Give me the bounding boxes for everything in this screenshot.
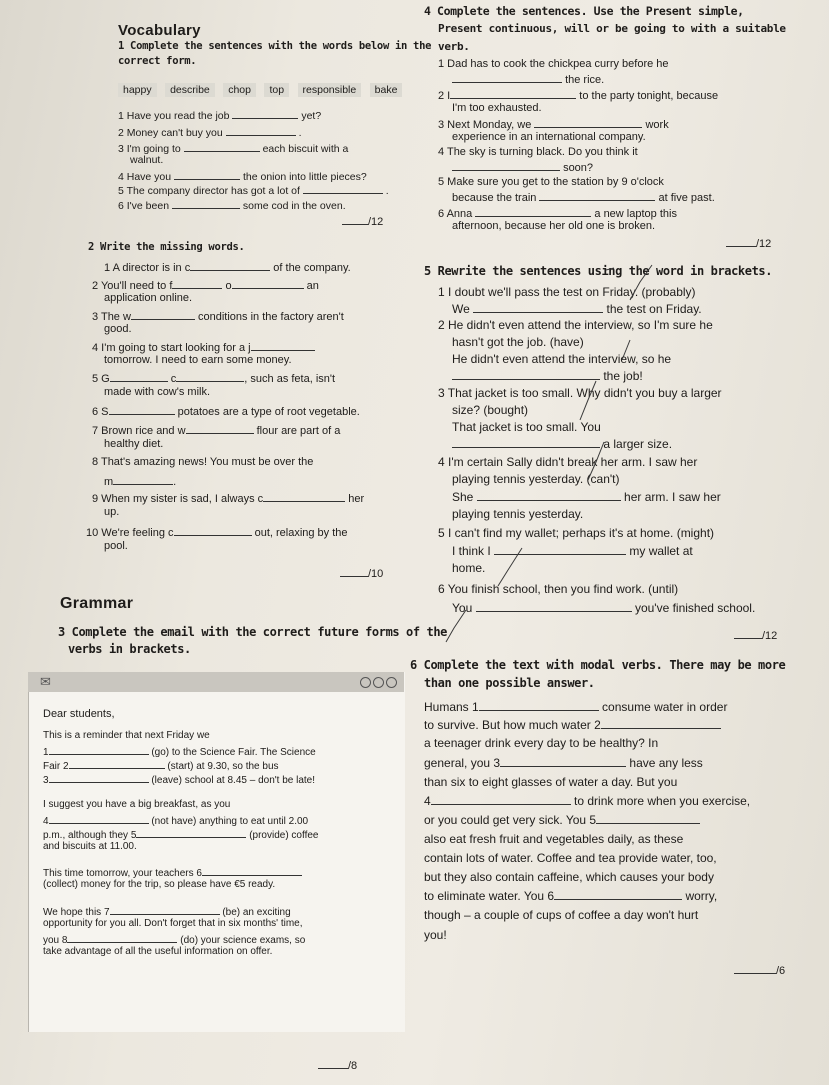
ex6-line: contain lots of water. Coffee and tea provide water, too, bbox=[424, 851, 717, 865]
email-line: take advantage of all the useful information on offer. bbox=[43, 946, 273, 957]
ex5-item: playing tennis yesterday. bbox=[452, 507, 584, 521]
email-greeting: Dear students, bbox=[43, 708, 115, 720]
ex2-item-cont: healthy diet. bbox=[104, 438, 164, 450]
ex5-item: 5 I can't find my wallet; perhaps it's at home. (might) bbox=[438, 526, 715, 540]
item-text: the onion into little pieces? bbox=[242, 171, 367, 183]
item-text: (go) to the Science Fair. The Science bbox=[151, 747, 316, 758]
item-text: each biscuit with a bbox=[262, 143, 349, 155]
word-chip: responsible bbox=[298, 83, 362, 97]
item-text: 3 I'm going to bbox=[118, 143, 181, 155]
item-text: a larger size. bbox=[603, 437, 673, 451]
item-text: 4 bbox=[424, 794, 431, 808]
item-text: to the party tonight, because bbox=[579, 90, 719, 102]
ex5-item: hasn't got the job. (have) bbox=[452, 335, 584, 349]
grammar-heading: Grammar bbox=[60, 595, 134, 612]
item-text: c bbox=[170, 373, 177, 385]
ex2-item-cont: made with cow's milk. bbox=[104, 386, 211, 398]
item-text: 4 I'm going to start looking for a j bbox=[92, 342, 251, 354]
item-text: worry, bbox=[685, 889, 718, 903]
item-text: at five past. bbox=[658, 192, 715, 204]
word-chip: happy bbox=[118, 83, 157, 97]
item-text: You bbox=[452, 601, 473, 615]
item-text: (start) at 9.30, so the bus bbox=[167, 761, 279, 772]
word-chip: chop bbox=[223, 83, 256, 97]
score-label: /6 bbox=[776, 965, 786, 977]
item-text: consume water in order bbox=[602, 700, 728, 714]
item-text: to drink more when you exercise, bbox=[574, 794, 751, 808]
score-label: /10 bbox=[368, 568, 384, 580]
gap-number: p.m., although they 5 bbox=[43, 830, 137, 841]
item-text: o bbox=[225, 280, 232, 292]
gap-number: This time tomorrow, your teachers 6 bbox=[43, 868, 202, 879]
item-text: 6 S bbox=[92, 406, 109, 418]
ex5-item: 4 I'm certain Sally didn't break her arm. I saw her bbox=[438, 455, 698, 469]
item-text: (provide) coffee bbox=[249, 830, 319, 841]
score-label: /8 bbox=[348, 1060, 358, 1072]
word-chip: describe bbox=[165, 83, 215, 97]
pencil-mark bbox=[606, 268, 614, 270]
envelope-icon: ✉ bbox=[40, 674, 51, 689]
ex5-item: That jacket is too small. You bbox=[452, 420, 601, 434]
pencil-mark bbox=[498, 548, 522, 586]
item-text: 5 G bbox=[92, 373, 110, 385]
item-text: 2 I bbox=[438, 90, 451, 102]
item-text: conditions in the factory aren't bbox=[198, 311, 344, 323]
item-text: flour are part of a bbox=[256, 425, 341, 437]
ex1-item-cont: walnut. bbox=[130, 154, 164, 166]
item-text: She bbox=[452, 490, 474, 504]
ex2-item-cont: tomorrow. I need to earn some money. bbox=[104, 354, 292, 366]
item-text: 3 The w bbox=[92, 311, 131, 323]
item-text: have any less bbox=[629, 756, 703, 770]
ex2-instruction: 2 Write the missing words. bbox=[88, 241, 245, 253]
ex3-instruction-cont: verbs in brackets. bbox=[68, 642, 191, 656]
ex2-item: 8 That's amazing news! You must be over the bbox=[92, 456, 314, 468]
ex6-instruction-cont: than one possible answer. bbox=[424, 676, 595, 690]
item-text: 4 Have you bbox=[118, 171, 172, 183]
gap-number: We hope this 7 bbox=[43, 907, 110, 918]
email-line: opportunity for you all. Don't forget that in six months' time, bbox=[43, 918, 303, 929]
item-text: (not have) anything to eat until 2.00 bbox=[151, 816, 309, 827]
item-text: you've finished school. bbox=[634, 601, 756, 615]
item-text: 5 The company director has got a lot of bbox=[118, 185, 300, 197]
item-text: 3 Next Monday, we bbox=[438, 119, 532, 131]
item-text: 9 When my sister is sad, I always c bbox=[92, 493, 264, 505]
item-text: or you could get very sick. You 5 bbox=[424, 813, 597, 827]
ex4-item: experience in an international company. bbox=[452, 131, 646, 143]
item-text: some cod in the oven. bbox=[242, 200, 346, 212]
gap-number: 1 bbox=[43, 747, 49, 758]
item-text: (leave) school at 8.45 – don't be late! bbox=[151, 775, 316, 786]
item-text: her bbox=[348, 493, 365, 505]
ex4-item: 1 Dad has to cook the chickpea curry before he bbox=[438, 58, 669, 70]
email-line: I suggest you have a big breakfast, as you bbox=[43, 799, 231, 810]
ex5-item: playing tennis yesterday. (can't) bbox=[452, 472, 620, 486]
pencil-mark bbox=[588, 442, 604, 480]
item-text: We bbox=[452, 302, 470, 316]
ex5-item: home. bbox=[452, 561, 486, 575]
item-text: 2 You'll need to f bbox=[92, 280, 173, 292]
item-text: to survive. But how much water 2 bbox=[424, 718, 601, 732]
item-text: 6 Anna bbox=[438, 208, 473, 220]
item-text: . bbox=[385, 185, 389, 197]
item-text: , such as feta, isn't bbox=[244, 373, 336, 385]
score-label: /12 bbox=[762, 630, 778, 642]
item-text: . bbox=[173, 476, 177, 488]
ex6-line: than six to eight glasses of water a day. But you bbox=[424, 775, 678, 789]
item-text: . bbox=[298, 127, 302, 139]
item-text: a new laptop this bbox=[594, 208, 677, 220]
item-text: 6 I've been bbox=[118, 200, 170, 212]
ex2-item-cont: good. bbox=[104, 323, 132, 335]
item-text: of the company. bbox=[273, 262, 351, 274]
ex6-line: you! bbox=[424, 928, 447, 942]
ex5-item: He didn't even attend the interview, so he bbox=[452, 352, 672, 366]
pencil-mark bbox=[580, 381, 596, 420]
email-line: and biscuits at 11.00. bbox=[43, 841, 137, 852]
item-text: 1 A director is in c bbox=[104, 262, 191, 274]
item-text: out, relaxing by the bbox=[254, 527, 348, 539]
ex2-item-cont: up. bbox=[104, 506, 120, 518]
ex3-instruction: 3 Complete the email with the correct future forms of the bbox=[58, 625, 448, 639]
item-text: to eliminate water. You 6 bbox=[424, 889, 555, 903]
ex4-item: 5 Make sure you get to the station by 9 o'clock bbox=[438, 176, 664, 188]
gap-number: 4 bbox=[43, 816, 49, 827]
ex4-instruction-cont: Present continuous, will or be going to with a suitable bbox=[438, 22, 786, 35]
word-chip: bake bbox=[370, 83, 403, 97]
ex5-item: 1 I doubt we'll pass the test on Friday. (probably) bbox=[438, 285, 696, 299]
ex5-item: 6 You finish school, then you find work. (until) bbox=[438, 582, 679, 596]
ex5-instruction: 5 Rewrite the sentences using the word in brackets. bbox=[424, 264, 773, 278]
ex6-line: but they also contain caffeine, which causes your body bbox=[424, 870, 714, 884]
item-text: her arm. I saw her bbox=[624, 490, 721, 504]
pencil-mark bbox=[630, 265, 652, 300]
item-text: the rice. bbox=[565, 74, 605, 86]
gap-number: you 8 bbox=[43, 935, 68, 946]
ex6-line: also eat fresh fruit and vegetables daily, as these bbox=[424, 832, 684, 846]
ex4-instruction-cont: verb. bbox=[438, 40, 470, 53]
item-text: general, you 3 bbox=[424, 756, 501, 770]
item-text: because the train bbox=[452, 192, 537, 204]
gap-number: 3 bbox=[43, 775, 49, 786]
ex5-item: 2 He didn't even attend the interview, so I'm sure he bbox=[438, 318, 713, 332]
pencil-mark bbox=[622, 340, 630, 360]
score-label: /12 bbox=[368, 216, 384, 228]
item-text: potatoes are a type of root vegetable. bbox=[177, 406, 360, 418]
score-label: /12 bbox=[756, 238, 772, 250]
ex1-instruction-cont: correct form. bbox=[118, 55, 197, 67]
item-text: the job! bbox=[603, 369, 643, 383]
ex6-line: a teenager drink every day to be healthy? In bbox=[424, 736, 659, 750]
item-text: (be) an exciting bbox=[222, 907, 291, 918]
item-text: the test on Friday. bbox=[606, 302, 702, 316]
item-text: Humans 1 bbox=[424, 700, 479, 714]
ex4-item: I'm too exhausted. bbox=[452, 102, 542, 114]
item-text: yet? bbox=[301, 110, 322, 122]
vocabulary-heading: Vocabulary bbox=[118, 22, 201, 39]
ex6-line: though – a couple of cups of coffee a day won't hurt bbox=[424, 908, 699, 922]
ex4-item: afternoon, because her old one is broken. bbox=[452, 220, 656, 232]
ex1-instruction: 1 Complete the sentences with the words below in the bbox=[118, 40, 432, 52]
gap-number: Fair 2 bbox=[43, 761, 69, 772]
item-text: 10 We're feeling c bbox=[86, 527, 174, 539]
item-text: m bbox=[104, 476, 114, 488]
item-text: 7 Brown rice and w bbox=[92, 425, 186, 437]
ex5-item: size? (bought) bbox=[452, 403, 529, 417]
item-text: an bbox=[306, 280, 319, 292]
ex5-item: 3 That jacket is too small. Why didn't you buy a larger bbox=[438, 386, 722, 400]
word-chip: top bbox=[264, 83, 289, 97]
ex6-instruction: 6 Complete the text with modal verbs. There may be more bbox=[410, 658, 786, 672]
item-text: work bbox=[645, 119, 669, 131]
item-text: (do) your science exams, so bbox=[180, 935, 306, 946]
item-text: my wallet at bbox=[629, 544, 693, 558]
email-line: This is a reminder that next Friday we bbox=[43, 730, 210, 741]
item-text: soon? bbox=[563, 162, 594, 174]
ex4-instruction: 4 Complete the sentences. Use the Present simple, bbox=[424, 4, 744, 18]
ex2-item-cont: application online. bbox=[104, 292, 193, 304]
item-text: 2 Money can't buy you bbox=[118, 127, 223, 139]
item-text: I think I bbox=[452, 544, 491, 558]
email-line: (collect) money for the trip, so please have €5 ready. bbox=[43, 879, 276, 890]
item-text: 1 Have you read the job bbox=[118, 110, 230, 122]
ex4-item: 4 The sky is turning black. Do you think it bbox=[438, 146, 638, 158]
pencil-mark bbox=[446, 610, 466, 642]
ex2-item-cont: pool. bbox=[104, 540, 128, 552]
